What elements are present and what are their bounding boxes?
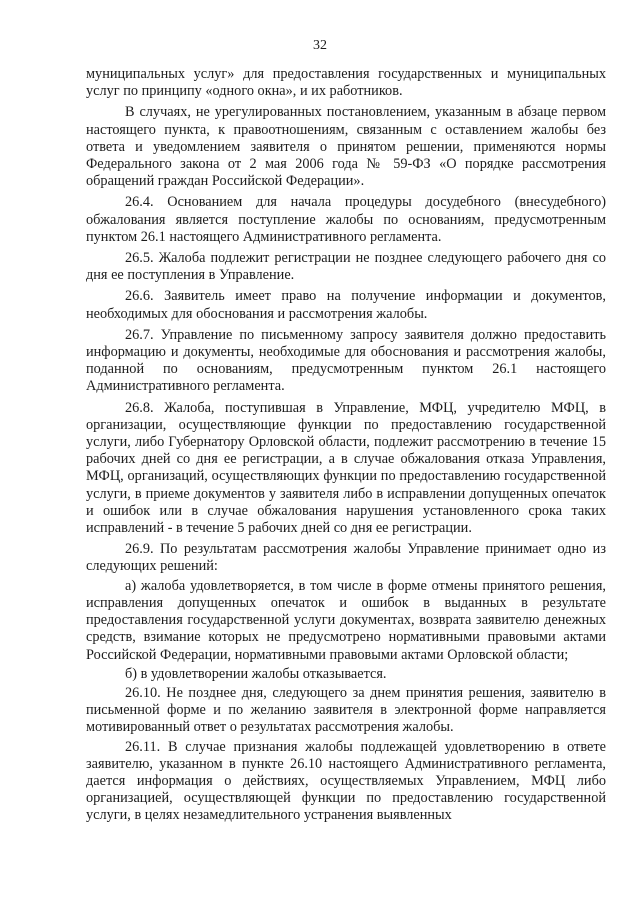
paragraph-continuation: муниципальных услуг» для предоставления государственных и муниципальных услуг по принципу «одного окна», и их работников. [86, 66, 606, 100]
paragraph-26-4: 26.4. Основанием для начала процедуры досудебного (внесудебного) обжалования является поступление жалобы по основаниям, предусмотренным пунктом 26.1 настоящего Административного регламента. [86, 194, 606, 245]
paragraph-26-9-a: а) жалоба удовлетворяется, в том числе в форме отмены принятого решения, исправления допущенных опечаток и ошибок в выданных в результате предоставления государственной услуги документах, возврата заявителю денежных средств, взимание которых не предусмотрено нормативными правовыми актами Российской Федерации, нормативными правовыми актами Орловской области; [86, 577, 606, 663]
paragraph-26-9: 26.9. По результатам рассмотрения жалобы Управление принимает одно из следующих решений: [86, 541, 606, 575]
paragraph-26-7: 26.7. Управление по письменному запросу заявителя должно предоставить информацию и документы, необходимые для обоснования и рассмотрения жалобы, поданной по основаниям, предусмотренным пунктом 26.1 настоящего Административного регламента. [86, 326, 606, 395]
page-number: 32 [313, 38, 327, 53]
paragraph-26-8: 26.8. Жалоба, поступившая в Управление, МФЦ, учредителю МФЦ, в организации, осуществляющие функции по предоставлению государственной услуги, либо Губернатору Орловской области, подлежит рассмотрению в течение 15 рабочих дней со дня ее регистрации, а в случае обжалования отказа Управления, МФЦ, организаций, осуществляющих функции по предоставлению государственной услуги, в приеме документов у заявителя либо в исправлении допущенных опечаток и ошибок или в случае обжалования нарушения установленного срока таких исправлений - в течение 5 рабочих дней со дня ее регистрации. [86, 399, 606, 537]
paragraph-26-5: 26.5. Жалоба подлежит регистрации не позднее следующего рабочего дня со дня ее поступления в Управление. [86, 250, 606, 284]
paragraph-26-9-b: б) в удовлетворении жалобы отказывается. [125, 665, 387, 682]
paragraph-26-6: 26.6. Заявитель имеет право на получение информации и документов, необходимых для обоснования и рассмотрения жалобы. [86, 288, 606, 322]
paragraph-26-11: 26.11. В случае признания жалобы подлежащей удовлетворению в ответе заявителю, указанном в пункте 26.10 настоящего Административного регламента, дается информация о действиях, осуществляемых Управлением, МФЦ либо организацией, осуществляющей функции по предоставлению государственной услуги, в целях незамедлительного устранения выявленных [86, 738, 606, 824]
paragraph-26-10: 26.10. Не позднее дня, следующего за днем принятия решения, заявителю в письменной форме и по желанию заявителя в электронной форме направляется мотивированный ответ о результатах рассмотрения жалобы. [86, 684, 606, 736]
document-body [86, 66, 606, 829]
paragraph-unregulated-cases: В случаях, не урегулированных постановлением, указанным в абзаце первом настоящего пункта, к правоотношениям, связанным с оставлением жалобы без ответа и уведомлением заявителя о принятом решении, применяются нормы Федерального закона от 2 мая 2006 года № 59-ФЗ «О порядке рассмотрения обращений граждан Российской Федерации». [86, 104, 606, 190]
